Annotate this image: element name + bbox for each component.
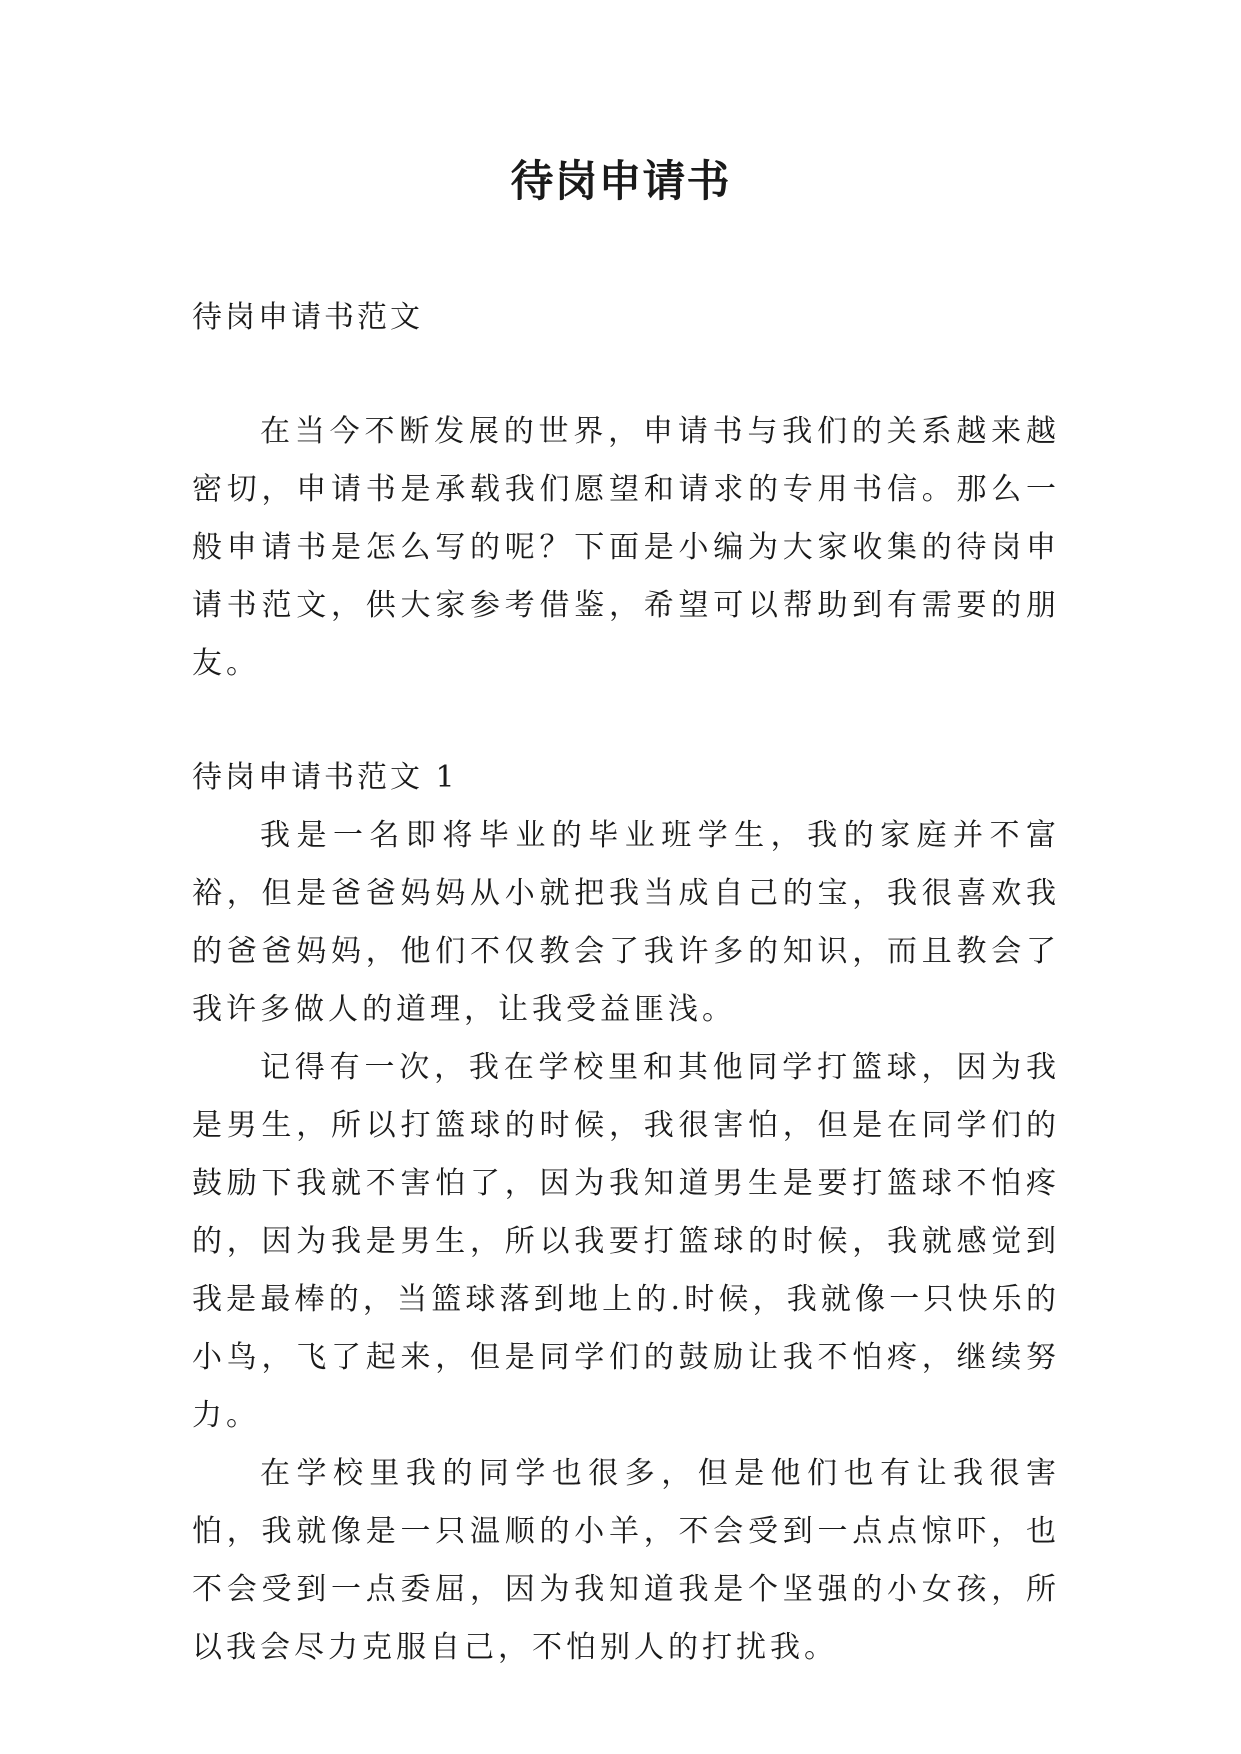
document-body	[192, 289, 1060, 1677]
body-paragraph: 我是一名即将毕业的毕业班学生，我的家庭并不富裕，但是爸爸妈妈从小就把我当成自己的宝，我很喜欢我的爸爸妈妈，他们不仅教会了我许多的知识，而且教会了我许多做人的道理，让我受益匪浅。	[192, 818, 1060, 1027]
body-paragraph: 记得有一次，我在学校里和其他同学打篮球，因为我是男生，所以打篮球的时候，我很害怕，但是在同学们的鼓励下我就不害怕了，因为我知道男生是要打篮球不怕疼的，因为我是男生，所以我要打篮球的时候，我就感觉到我是最棒的，当篮球落到地上的.时候，我就像一只快乐的小鸟，飞了起来，但是同学们的鼓励让我不怕疼，继续努力。	[192, 1050, 1060, 1433]
intro-paragraph: 在当今不断发展的世界，申请书与我们的关系越来越密切，申请书是承载我们愿望和请求的专用书信。那么一般申请书是怎么写的呢？下面是小编为大家收集的待岗申请书范文，供大家参考借鉴，希望可以帮助到有需要的朋友。	[192, 414, 1060, 681]
body-paragraph: 在学校里我的同学也很多，但是他们也有让我很害怕，我就像是一只温顺的小羊，不会受到一点点惊吓，也不会受到一点委屈，因为我知道我是个坚强的小女孩，所以我会尽力克服自己，不怕别人的打扰我。	[192, 1456, 1060, 1665]
document-subtitle: 待岗申请书范文	[192, 300, 423, 335]
section-heading: 待岗申请书范文 1	[192, 760, 458, 795]
document-title: 待岗申请书	[510, 157, 731, 207]
